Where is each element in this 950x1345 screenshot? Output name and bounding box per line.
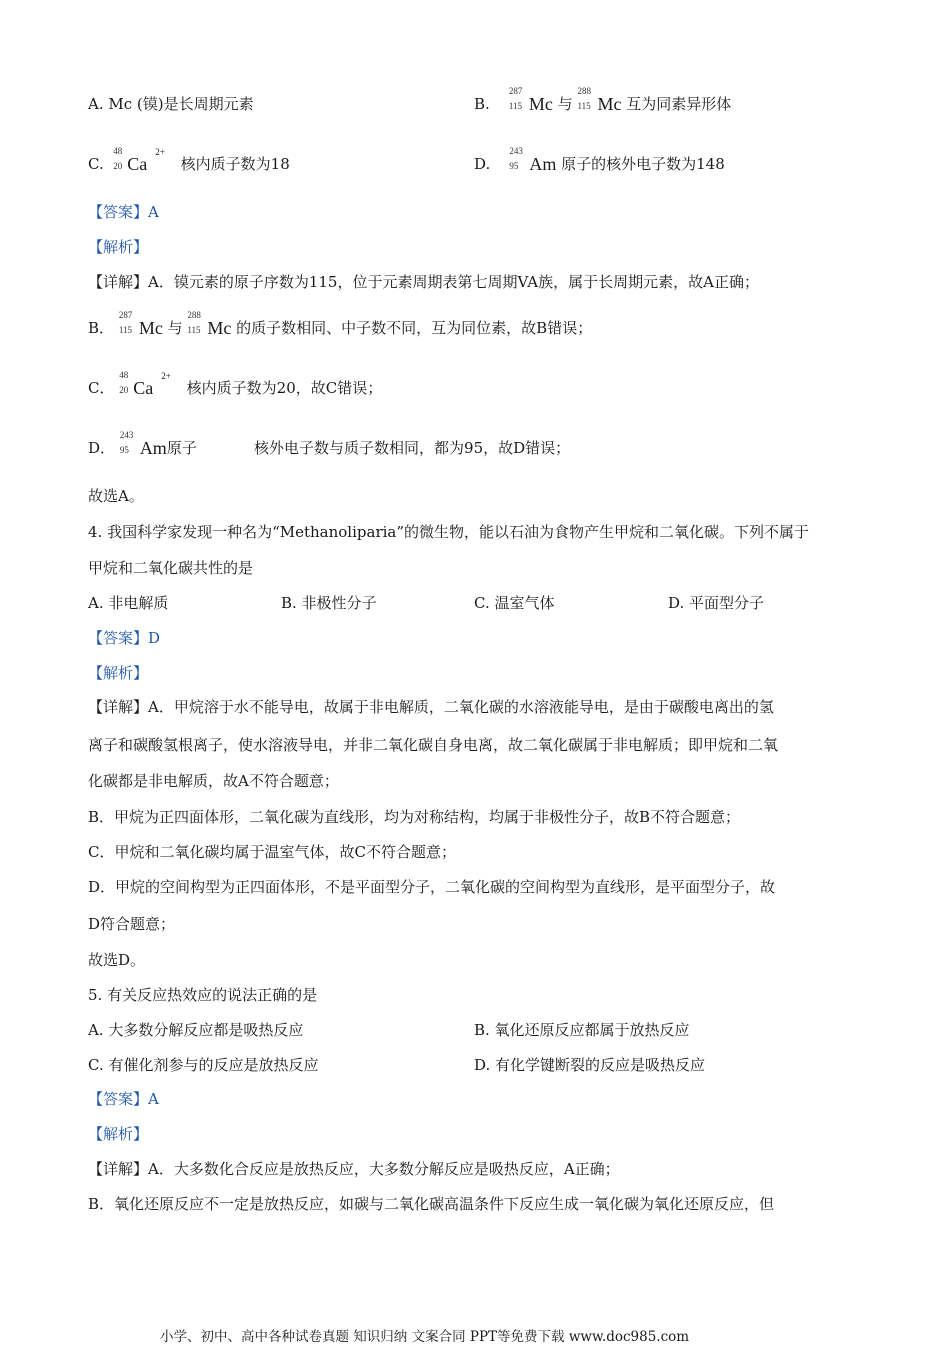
q4-detail-line-3: 化碳都是非电解质，故A不符合题意； xyxy=(88,772,339,790)
q3-answer: 【答案】A xyxy=(88,203,159,221)
nuclide-ca-48: 48 20 Ca 2+ xyxy=(119,370,171,398)
q3-analysis-heading: 【解析】 xyxy=(88,238,149,256)
nuclide-mc-287: 287 115 Mc xyxy=(118,310,163,338)
nuclide-am-243: 243 95 Am xyxy=(119,430,167,458)
q4-detail-line-6: D．甲烷的空间构型为正四面体形，不是平面型分子，二氧化碳的空间构型为直线形，是平面型分子，故 xyxy=(88,878,776,896)
nuclide-mc-288: 288 115 Mc xyxy=(187,310,232,338)
q4-detail-line-5: C．甲烷和二氧化碳均属于温室气体，故C不符合题意； xyxy=(88,843,456,861)
q4-conclusion: 故选D。 xyxy=(88,951,146,969)
q4-option-a: A. 非电解质 xyxy=(88,594,169,612)
nuclide-ca-48: 48 20 Ca 2+ xyxy=(113,146,165,174)
q3-detail-a: 【详解】A．镆元素的原子序数为115，位于元素周期表第七周期VA族，属于长周期元素，故A正确； xyxy=(88,273,759,291)
q5-stem: 5. 有关反应热效应的说法正确的是 xyxy=(88,986,318,1004)
q4-detail-line-4: B．甲烷为正四面体形，二氧化碳为直线形，均为对称结构，均属于非极性分子，故B不符合题意； xyxy=(88,808,741,826)
nuclide-am-243: 243 95 Am xyxy=(509,146,557,174)
q5-option-d: D. 有化学键断裂的反应是吸热反应 xyxy=(474,1056,706,1074)
q5-option-c: C. 有催化剂参与的反应是放热反应 xyxy=(88,1056,319,1074)
q4-stem-line-2: 甲烷和二氧化碳共性的是 xyxy=(88,559,254,577)
q4-option-d: D. 平面型分子 xyxy=(668,594,765,612)
q5-option-b: B. 氧化还原反应都属于放热反应 xyxy=(474,1021,690,1039)
q3-detail-c: C． 48 20 Ca 2+ 核内质子数为20，故C错误； xyxy=(88,370,383,398)
page-footer: 小学、初中、高中各种试卷真题 知识归纳 文案合同 PPT等免费下载 www.doc985.com xyxy=(160,1329,690,1345)
q3-detail-b: B． 287 115 Mc 与 288 115 Mc 的质子数相同、中子数不同，互为同位素，故B错误； xyxy=(88,310,593,338)
q4-detail-line-1: 【详解】A．甲烷溶于水不能导电，故属于非电解质，二氧化碳的水溶液能导电，是由于碳酸电离出的氢 xyxy=(88,698,774,716)
q3-option-b: B. 287 115 Mc 与 288 115 Mc 互为同素异形体 xyxy=(474,86,732,114)
nuclide-mc-287: 287 115 Mc xyxy=(508,86,553,114)
q4-detail-line-7: D符合题意； xyxy=(88,915,176,933)
q4-detail-line-2: 离子和碳酸氢根离子，使水溶液导电，并非二氧化碳自身电离，故二氧化碳属于非电解质；即甲烷和二氧 xyxy=(88,736,779,754)
q5-detail-line-2: B．氧化还原反应不一定是放热反应，如碳与二氧化碳高温条件下反应生成一氧化碳为氧化还原反应，但 xyxy=(88,1195,775,1213)
nuclide-mc-288: 288 115 Mc xyxy=(577,86,622,114)
q4-analysis-heading: 【解析】 xyxy=(88,664,149,682)
q4-option-b: B. 非极性分子 xyxy=(281,594,377,612)
q4-stem-line-1: 4. 我国科学家发现一种名为“Methanoliparia”的微生物，能以石油为食物产生甲烷和二氧化碳。下列不属于 xyxy=(88,523,810,541)
q3-detail-d: D． 243 95 Am原子 核外电子数与质子数相同，都为95，故D错误； xyxy=(88,430,571,458)
q5-detail-line-1: 【详解】A．大多数化合反应是放热反应，大多数分解反应是吸热反应，A正确； xyxy=(88,1160,620,1178)
q3-conclusion: 故选A。 xyxy=(88,487,144,505)
q3-option-a: A. Mc (镆)是长周期元素 xyxy=(88,95,254,113)
q5-option-a: A. 大多数分解反应都是吸热反应 xyxy=(88,1021,304,1039)
q4-answer: 【答案】D xyxy=(88,629,161,647)
q3-option-d: D. 243 95 Am 原子的核外电子数为148 xyxy=(474,146,725,174)
q3-option-c: C. 48 20 Ca 2+ 核内质子数为18 xyxy=(88,146,290,174)
q4-option-c: C. 温室气体 xyxy=(474,594,555,612)
q5-answer: 【答案】A xyxy=(88,1090,159,1108)
q5-analysis-heading: 【解析】 xyxy=(88,1125,149,1143)
